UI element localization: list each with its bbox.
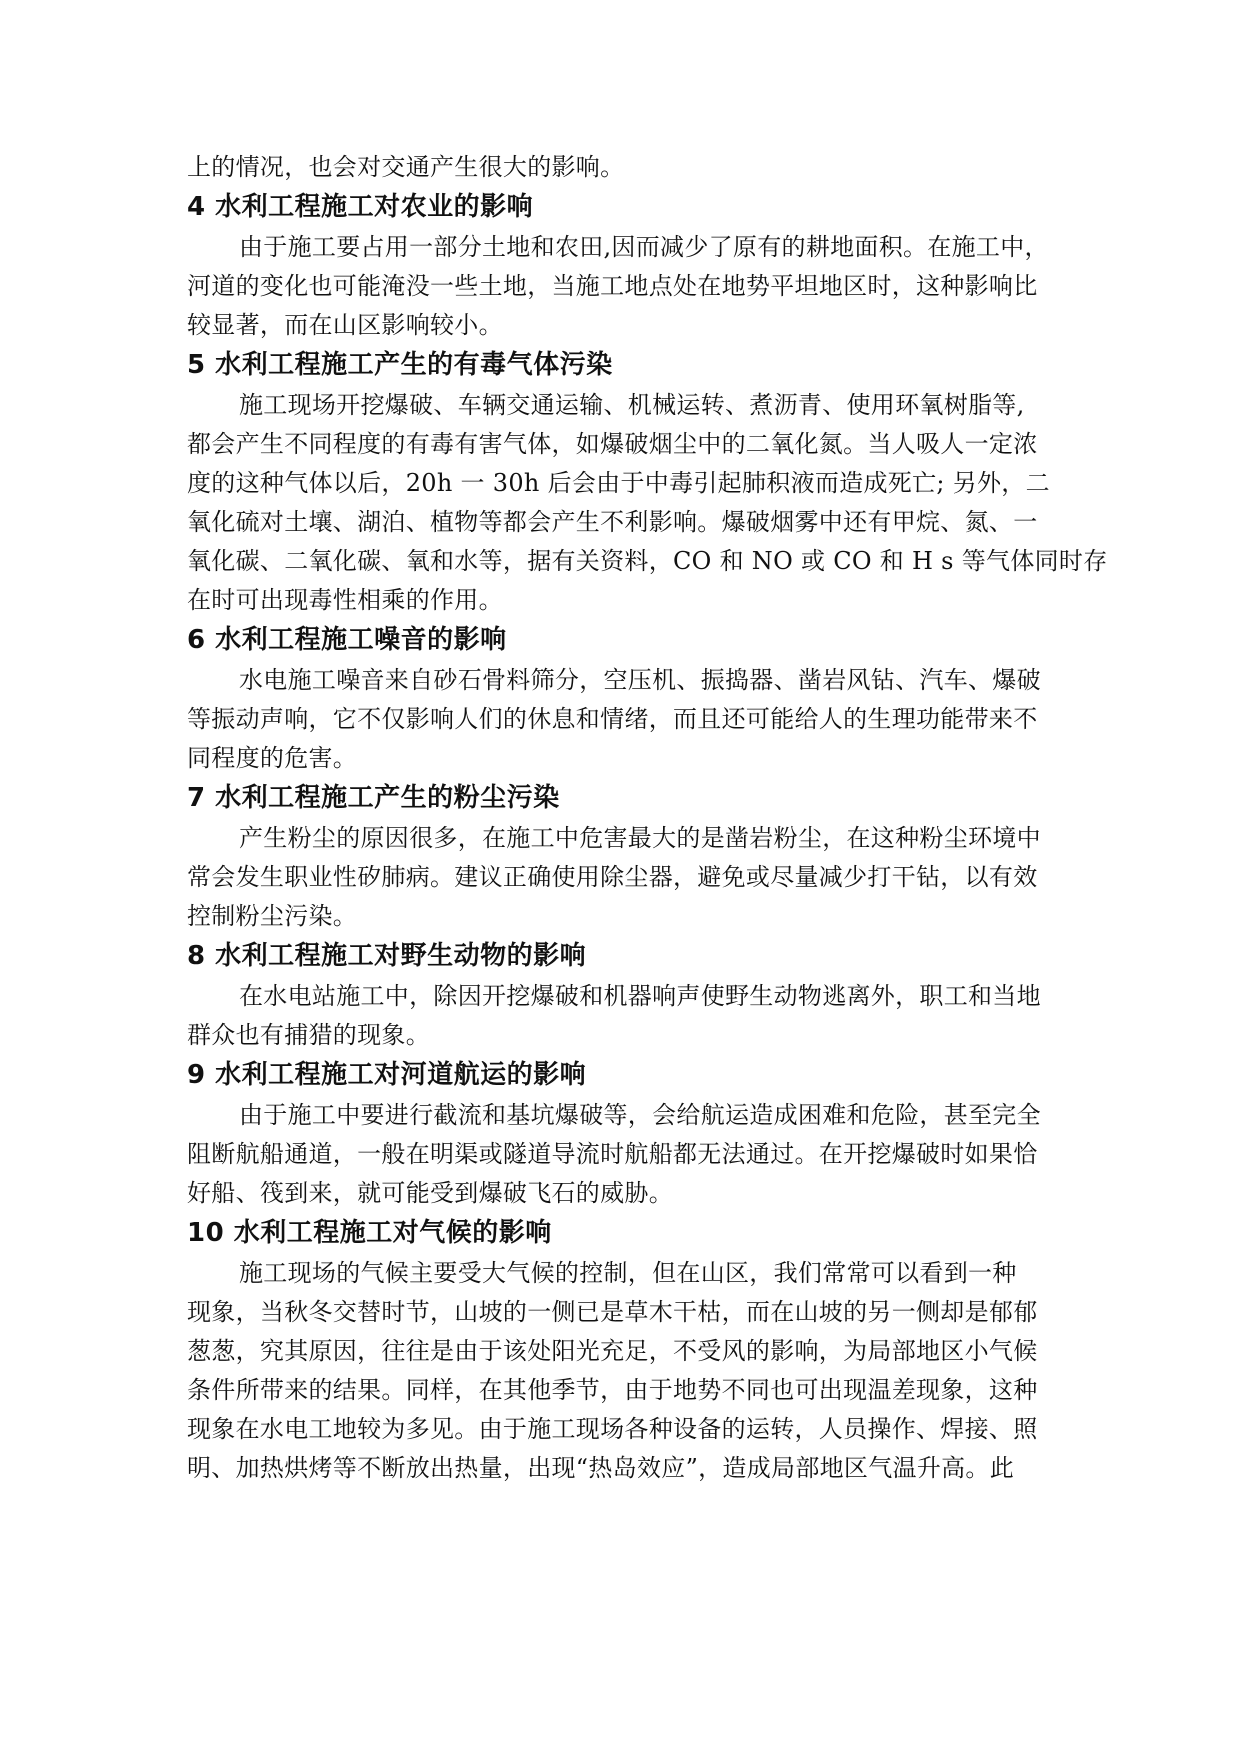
section-heading: 7 水利工程施工产生的粉尘污染 bbox=[187, 783, 560, 813]
paragraph-line: 现象，当秋冬交替时节，山坡的一侧已是草木干枯，而在山坡的另一侧却是郁郁 bbox=[187, 1298, 1038, 1326]
paragraph-line: 都会产生不同程度的有毒有害气体，如爆破烟尘中的二氧化氮。当人吸人一定浓 bbox=[187, 430, 1038, 458]
section-heading: 4 水利工程施工对农业的影响 bbox=[187, 192, 534, 222]
paragraph-line: 条件所带来的结果。同样，在其他季节，由于地势不同也可出现温差现象，这种 bbox=[187, 1376, 1038, 1404]
paragraph-line: 河道的变化也可能淹没一些土地，当施工地点处在地势平坦地区时，这种影响比 bbox=[187, 272, 1038, 300]
paragraph-line: 等振动声响，它不仅影响人们的休息和情绪，而且还可能给人的生理功能带来不 bbox=[187, 705, 1038, 733]
document-body bbox=[187, 148, 1108, 1488]
paragraph-line: 在水电站施工中，除因开挖爆破和机器响声使野生动物逃离外，职工和当地 bbox=[239, 982, 1041, 1010]
section-heading: 9 水利工程施工对河道航运的影响 bbox=[187, 1060, 587, 1090]
paragraph-line: 阻断航船通道，一般在明渠或隧道导流时航船都无法通过。在开挖爆破时如果恰 bbox=[187, 1140, 1038, 1168]
paragraph-line: 上的情况，也会对交通产生很大的影响。 bbox=[187, 153, 625, 181]
paragraph-line: 群众也有捕猎的现象。 bbox=[187, 1021, 430, 1049]
paragraph-line: 好船、筏到来，就可能受到爆破飞石的威胁。 bbox=[187, 1179, 673, 1207]
paragraph-line: 氧化硫对土壤、湖泊、植物等都会产生不利影响。爆破烟雾中还有甲烷、氮、一 bbox=[187, 508, 1038, 536]
paragraph-line: 同程度的危害。 bbox=[187, 744, 358, 772]
section-heading: 8 水利工程施工对野生动物的影响 bbox=[187, 941, 587, 971]
paragraph-line: 产生粉尘的原因很多，在施工中危害最大的是凿岩粉尘，在这种粉尘环境中 bbox=[239, 824, 1041, 852]
paragraph-line: 水电施工噪音来自砂石骨料筛分，空压机、振捣器、凿岩风钻、汽车、爆破 bbox=[239, 666, 1041, 694]
paragraph-line: 由于施工中要进行截流和基坑爆破等，会给航运造成困难和危险，甚至完全 bbox=[239, 1101, 1041, 1129]
paragraph-line: 氧化碳、二氧化碳、氧和水等，据有关资料，CO 和 NO 或 CO 和 H s 等气体同时存 bbox=[187, 547, 1108, 575]
paragraph-line: 明、加热烘烤等不断放出热量，出现“热岛效应”，造成局部地区气温升高。此 bbox=[187, 1454, 1015, 1482]
paragraph-line: 常会发生职业性矽肺病。建议正确使用除尘器，避免或尽量减少打干钻，以有效 bbox=[187, 863, 1038, 891]
section-heading: 10 水利工程施工对气候的影响 bbox=[187, 1218, 552, 1248]
paragraph-line: 由于施工要占用一部分土地和农田,因而减少了原有的耕地面积。在施工中， bbox=[239, 233, 1049, 261]
paragraph-line: 度的这种气体以后，20h 一 30h 后会由于中毒引起肺积液而造成死亡; 另外，二 bbox=[187, 469, 1050, 497]
section-heading: 6 水利工程施工噪音的影响 bbox=[187, 625, 507, 655]
paragraph-line: 施工现场开挖爆破、车辆交通运输、机械运转、煮沥青、使用环氧树脂等, bbox=[239, 391, 1025, 419]
paragraph-line: 施工现场的气候主要受大气候的控制，但在山区，我们常常可以看到一种 bbox=[239, 1259, 1017, 1287]
paragraph-line: 控制粉尘污染。 bbox=[187, 902, 358, 930]
paragraph-line: 葱葱，究其原因，往往是由于该处阳光充足，不受风的影响，为局部地区小气候 bbox=[187, 1337, 1038, 1365]
paragraph-line: 在时可出现毒性相乘的作用。 bbox=[187, 586, 503, 614]
paragraph-line: 现象在水电工地较为多见。由于施工现场各种设备的运转，人员操作、焊接、照 bbox=[187, 1415, 1038, 1443]
section-heading: 5 水利工程施工产生的有毒气体污染 bbox=[187, 350, 613, 380]
paragraph-line: 较显著，而在山区影响较小。 bbox=[187, 311, 503, 339]
